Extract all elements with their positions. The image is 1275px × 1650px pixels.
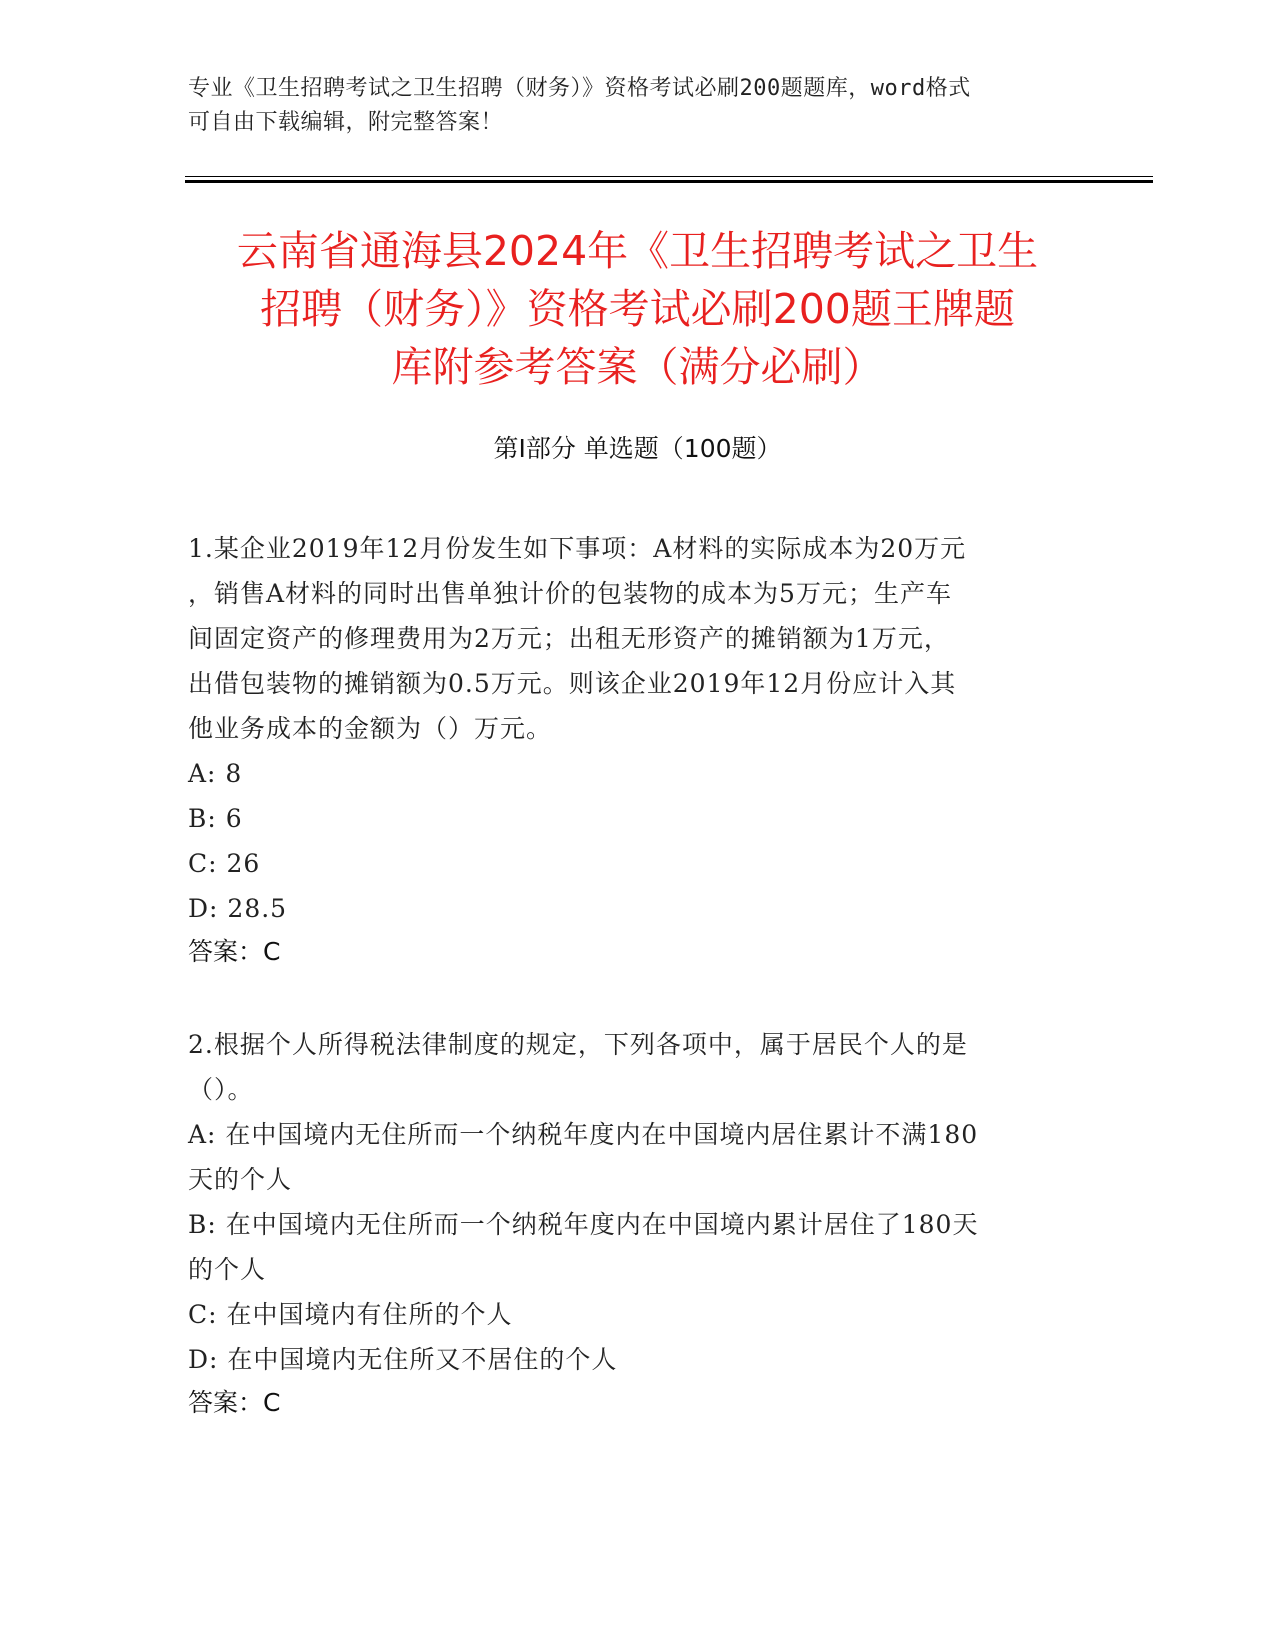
question-stem-line: 他业务成本的金额为（）万元。 (188, 714, 553, 743)
question-stem-line: 出借包装物的摊销额为0.5万元。则该企业2019年12月份应计入其 (188, 669, 957, 698)
answer-text: 答案：C (188, 937, 281, 966)
question-stem-line: 1.某企业2019年12月份发生如下事项：A材料的实际成本为20万元 (188, 534, 967, 563)
option-a: A: 在中国境内无住所而一个纳税年度内在中国境内居住累计不满180 (188, 1120, 979, 1149)
document-title (170, 222, 1105, 396)
document-title-line: 招聘（财务）》资格考试必刷200题王牌题 (260, 285, 1015, 333)
document-title-line: 库附参考答案（满分必刷） (391, 343, 884, 391)
option-c: C: 在中国境内有住所的个人 (188, 1300, 513, 1329)
option-d: D: 在中国境内无住所又不居住的个人 (188, 1345, 618, 1374)
question-item (188, 1022, 1068, 1424)
question-stem-line: 间固定资产的修理费用为2万元；出租无形资产的摊销额为1万元， (188, 624, 950, 653)
header-note (188, 72, 1068, 140)
header-note-line: 专业《卫生招聘考试之卫生招聘（财务）》资格考试必刷200题题库，word格式 (188, 76, 971, 101)
document-title-line: 云南省通海县2024年《卫生招聘考试之卫生 (236, 227, 1039, 275)
option-a-continued: 天的个人 (188, 1165, 293, 1194)
section-heading: 第Ⅰ部分 单选题（100题） (493, 434, 782, 463)
option-a: A: 8 (188, 759, 243, 788)
question-list (188, 526, 1068, 1473)
option-d: D: 28.5 (188, 894, 288, 923)
header-note-line: 可自由下载编辑，附完整答案！ (188, 110, 504, 135)
question-item (188, 526, 1068, 973)
option-c: C: 26 (188, 849, 261, 878)
header-divider-thick (185, 180, 1153, 183)
option-b: B: 6 (188, 804, 243, 833)
header-divider-thin (185, 176, 1153, 177)
option-b: B: 在中国境内无住所而一个纳税年度内在中国境内累计居住了180天 (188, 1210, 979, 1239)
question-stem-line: 2.根据个人所得税法律制度的规定，下列各项中，属于居民个人的是 (188, 1030, 968, 1059)
option-b-continued: 的个人 (188, 1255, 267, 1284)
question-stem-line: （）。 (188, 1075, 254, 1104)
question-stem-line: ，销售A材料的同时出售单独计价的包装物的成本为5万元；生产车 (188, 579, 952, 608)
answer-text: 答案：C (188, 1388, 281, 1417)
